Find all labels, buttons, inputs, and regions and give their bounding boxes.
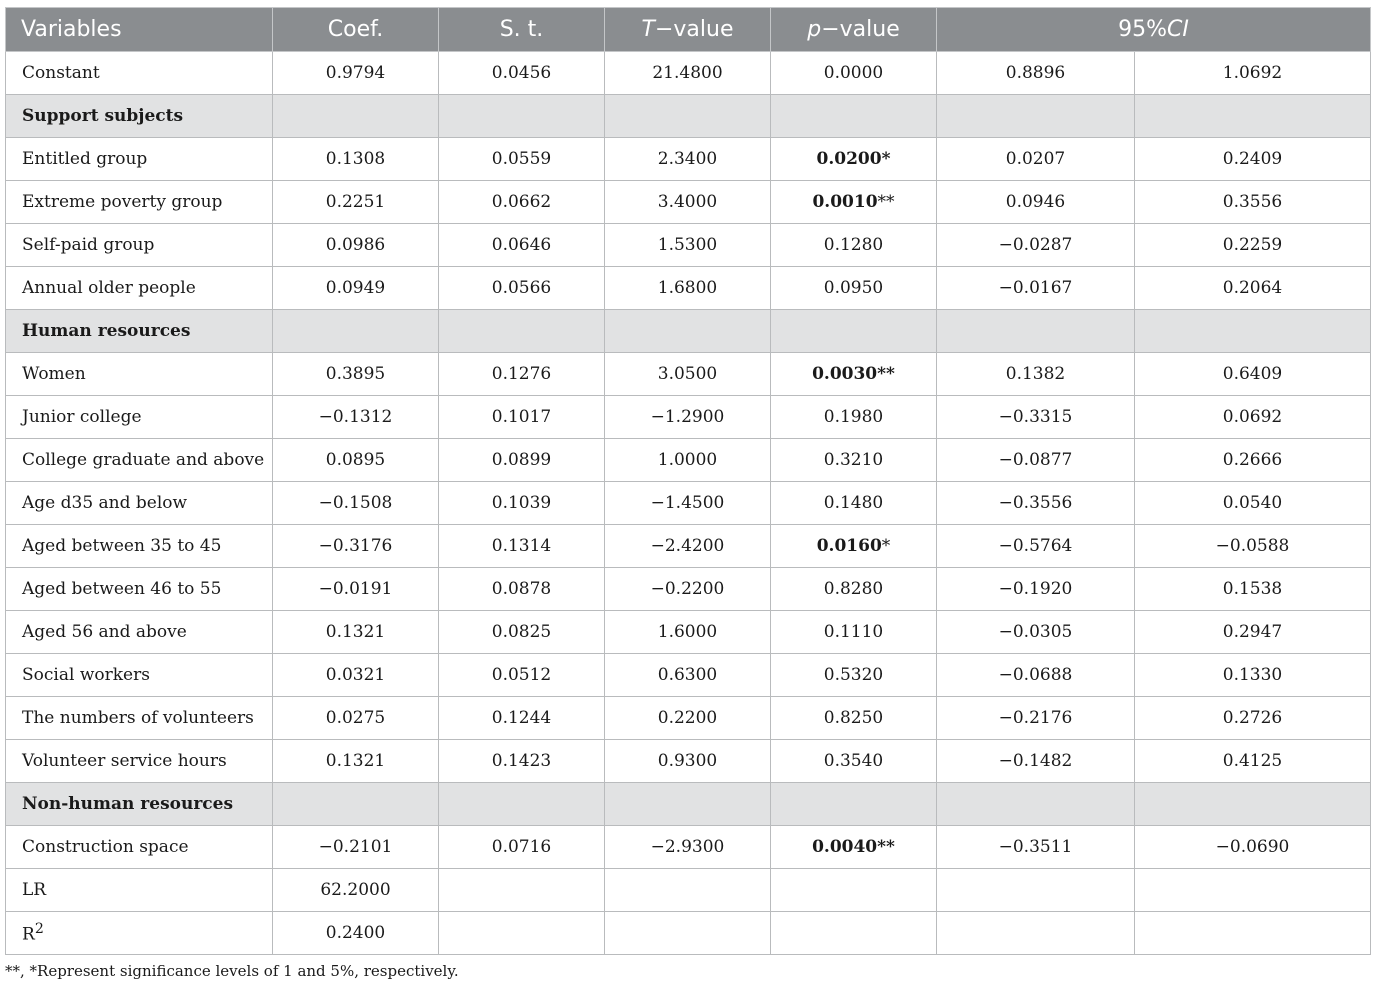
header-variables: Variables [6,8,273,52]
ci-upper-cell: −0.0690 [1135,826,1371,869]
ci-upper-cell: 0.0692 [1135,396,1371,439]
header-ci [937,8,1371,52]
p-value-text: 0.8250 [823,708,884,728]
t-value-cell: 0.9300 [605,740,771,783]
p-value-cell [771,654,937,697]
table-row [6,869,1371,912]
p-value-cell [771,439,937,482]
t-value-cell: 1.0000 [605,439,771,482]
t-value-cell [605,869,771,912]
variable-label [6,697,273,740]
variable-label-text: LR [22,880,47,900]
t-value-cell: −1.4500 [605,482,771,525]
st-cell [439,912,605,955]
ci-upper-cell: 0.2666 [1135,439,1371,482]
variable-label-text: Self-paid group [22,235,155,255]
p-value-text: 0.0010 [812,192,878,212]
p-value-cell [771,568,937,611]
p-value-cell [771,181,937,224]
table-row [6,52,1371,95]
st-cell: 0.1314 [439,525,605,568]
empty-cell [771,783,937,826]
empty-cell [273,95,439,138]
variable-label-text: Entitled group [22,149,148,169]
ci-upper-cell [1135,869,1371,912]
t-value-cell: 1.6800 [605,267,771,310]
coef-cell: 62.2000 [273,869,439,912]
variable-label [6,654,273,697]
ci-lower-cell: −0.3315 [937,396,1135,439]
empty-cell [439,95,605,138]
coef-cell: −0.1312 [273,396,439,439]
coef-cell: −0.0191 [273,568,439,611]
variable-label [6,138,273,181]
ci-lower-cell: −0.0167 [937,267,1135,310]
footnote: **, *Represent significance levels of 1 and 5%, respectively. [5,962,459,980]
st-cell: 0.1276 [439,353,605,396]
table-row [6,740,1371,783]
significance-stars: * [881,536,891,556]
p-value-cell [771,826,937,869]
ci-upper-cell: 0.2947 [1135,611,1371,654]
table-row [6,353,1371,396]
p-value-cell [771,697,937,740]
variable-label [6,353,273,396]
table-row [6,181,1371,224]
st-cell: 0.1017 [439,396,605,439]
ci-upper-cell: 0.1538 [1135,568,1371,611]
header-t-value [605,8,771,52]
table-body [6,52,1371,955]
table-row [6,267,1371,310]
variable-label [6,396,273,439]
ci-upper-cell: −0.0588 [1135,525,1371,568]
ci-upper-cell: 0.2259 [1135,224,1371,267]
variable-label-text: Women [22,364,86,384]
p-value-text: 0.0030 [812,364,878,384]
ci-upper-cell: 1.0692 [1135,52,1371,95]
significance-stars: ** [877,192,895,212]
coef-cell: −0.1508 [273,482,439,525]
section-label: Human resources [6,310,273,353]
empty-cell [273,310,439,353]
header-p-rest: −value [821,17,900,42]
ci-upper-cell: 0.0540 [1135,482,1371,525]
p-value-text: 0.0950 [823,278,884,298]
table-row [6,568,1371,611]
coef-cell: −0.3176 [273,525,439,568]
variable-label-text: Aged between 46 to 55 [22,579,222,599]
t-value-cell: 0.6300 [605,654,771,697]
p-value-cell [771,611,937,654]
st-cell: 0.0899 [439,439,605,482]
header-ci-italic: CI [1167,17,1189,42]
st-cell: 0.1423 [439,740,605,783]
coef-cell: 0.0949 [273,267,439,310]
ci-lower-cell [937,912,1135,955]
variable-label-text: Extreme poverty group [22,192,223,212]
table-row [6,224,1371,267]
ci-lower-cell: −0.0305 [937,611,1135,654]
variable-label-text: Volunteer service hours [22,751,227,771]
table-row [6,912,1371,955]
header-t-rest: −value [654,17,734,42]
p-value-cell [771,482,937,525]
coef-cell: 0.9794 [273,52,439,95]
t-value-cell: −2.9300 [605,826,771,869]
empty-cell [273,783,439,826]
st-cell: 0.0646 [439,224,605,267]
p-value-text: 0.8280 [823,579,884,599]
st-cell: 0.0716 [439,826,605,869]
p-value-text: 0.0200 [816,149,882,169]
empty-cell [1135,310,1371,353]
empty-cell [937,310,1135,353]
p-value-cell [771,396,937,439]
empty-cell [771,95,937,138]
ci-upper-cell: 0.6409 [1135,353,1371,396]
section-row [6,95,1371,138]
variable-label [6,482,273,525]
st-cell: 0.0456 [439,52,605,95]
ci-lower-cell: 0.0946 [937,181,1135,224]
p-value-cell [771,138,937,181]
t-value-cell: 3.0500 [605,353,771,396]
variable-label-text: Aged between 35 to 45 [22,536,222,556]
p-value-cell [771,267,937,310]
ci-lower-cell: −0.0287 [937,224,1135,267]
header-coef: Coef. [273,8,439,52]
empty-cell [937,783,1135,826]
variable-label [6,52,273,95]
coef-cell: 0.1321 [273,740,439,783]
coef-cell: 0.0275 [273,697,439,740]
p-value-text: 0.1280 [823,235,884,255]
table-row [6,697,1371,740]
ci-lower-cell: −0.5764 [937,525,1135,568]
ci-upper-cell: 0.2409 [1135,138,1371,181]
section-label: Support subjects [6,95,273,138]
variable-label-text: Construction space [22,837,189,857]
significance-stars: ** [877,364,895,384]
variable-label-text: Constant [22,63,100,83]
ci-upper-cell: 0.1330 [1135,654,1371,697]
variable-label-text: Aged 56 and above [22,622,187,642]
ci-lower-cell [937,869,1135,912]
coef-cell: −0.2101 [273,826,439,869]
ci-lower-cell: 0.8896 [937,52,1135,95]
ci-lower-cell: −0.0877 [937,439,1135,482]
empty-cell [605,95,771,138]
variable-label-text: Age d35 and below [22,493,188,513]
variable-label [6,611,273,654]
ci-lower-cell: −0.2176 [937,697,1135,740]
t-value-cell: 0.2200 [605,697,771,740]
header-st: S. t. [439,8,605,52]
ci-upper-cell: 0.4125 [1135,740,1371,783]
t-value-cell: −0.2200 [605,568,771,611]
table-row [6,396,1371,439]
variable-label-text: The numbers of volunteers [22,708,254,728]
ci-upper-cell: 0.2064 [1135,267,1371,310]
variable-label-superscript: 2 [34,921,44,938]
variable-label [6,224,273,267]
empty-cell [937,95,1135,138]
p-value-cell [771,740,937,783]
st-cell: 0.0878 [439,568,605,611]
regression-table [5,7,1371,955]
ci-upper-cell: 0.2726 [1135,697,1371,740]
table-row [6,826,1371,869]
ci-upper-cell: 0.3556 [1135,181,1371,224]
header-p-italic: p [807,17,822,42]
variable-label [6,525,273,568]
p-value-text: 0.0040 [812,837,878,857]
table-row [6,439,1371,482]
st-cell: 0.1039 [439,482,605,525]
p-value-text: 0.0000 [823,63,884,83]
variable-label [6,568,273,611]
variable-label [6,869,273,912]
significance-stars: * [881,149,891,169]
header-t-italic: T [641,17,655,42]
empty-cell [439,310,605,353]
variable-label [6,439,273,482]
empty-cell [1135,95,1371,138]
ci-upper-cell [1135,912,1371,955]
variable-label [6,181,273,224]
empty-cell [605,310,771,353]
variable-label-text: Annual older people [22,278,196,298]
p-value-cell [771,525,937,568]
table-row [6,138,1371,181]
significance-stars: ** [877,837,895,857]
table-header [6,8,1371,52]
coef-cell: 0.0895 [273,439,439,482]
coef-cell: 0.1321 [273,611,439,654]
empty-cell [771,310,937,353]
t-value-cell: −2.4200 [605,525,771,568]
ci-lower-cell: −0.3556 [937,482,1135,525]
p-value-cell [771,869,937,912]
p-value-text: 0.3540 [823,751,884,771]
p-value-text: 0.3210 [823,450,884,470]
p-value-text: 0.1980 [823,407,884,427]
p-value-text: 0.0160 [816,536,882,556]
p-value-text: 0.5320 [823,665,884,685]
coef-cell: 0.3895 [273,353,439,396]
st-cell: 0.0825 [439,611,605,654]
coef-cell: 0.2251 [273,181,439,224]
t-value-cell: −1.2900 [605,396,771,439]
st-cell: 0.1244 [439,697,605,740]
section-label: Non-human resources [6,783,273,826]
ci-lower-cell: −0.0688 [937,654,1135,697]
t-value-cell: 21.4800 [605,52,771,95]
ci-lower-cell: 0.1382 [937,353,1135,396]
st-cell: 0.0662 [439,181,605,224]
empty-cell [1135,783,1371,826]
variable-label-text: Social workers [22,665,150,685]
st-cell: 0.0566 [439,267,605,310]
coef-cell: 0.1308 [273,138,439,181]
variable-label [6,912,273,955]
variable-label [6,267,273,310]
coef-cell: 0.0986 [273,224,439,267]
ci-lower-cell: −0.1482 [937,740,1135,783]
header-p-value [771,8,937,52]
variable-label-text: R [22,924,35,945]
table-row [6,611,1371,654]
variable-label-text: Junior college [22,407,142,427]
table-row [6,654,1371,697]
t-value-cell: 3.4000 [605,181,771,224]
t-value-cell: 2.3400 [605,138,771,181]
p-value-cell [771,224,937,267]
st-cell [439,869,605,912]
p-value-cell [771,353,937,396]
ci-lower-cell: −0.3511 [937,826,1135,869]
p-value-cell [771,912,937,955]
ci-lower-cell: 0.0207 [937,138,1135,181]
t-value-cell [605,912,771,955]
p-value-text: 0.1480 [823,493,884,513]
coef-cell: 0.0321 [273,654,439,697]
section-row [6,783,1371,826]
coef-cell: 0.2400 [273,912,439,955]
p-value-text: 0.1110 [823,622,884,642]
section-row [6,310,1371,353]
t-value-cell: 1.5300 [605,224,771,267]
empty-cell [605,783,771,826]
st-cell: 0.0559 [439,138,605,181]
p-value-cell [771,52,937,95]
variable-label-text: College graduate and above [22,450,265,470]
empty-cell [439,783,605,826]
table-row [6,482,1371,525]
table-row [6,525,1371,568]
variable-label [6,740,273,783]
t-value-cell: 1.6000 [605,611,771,654]
ci-lower-cell: −0.1920 [937,568,1135,611]
variable-label [6,826,273,869]
header-ci-pre: 95% [1118,17,1168,42]
st-cell: 0.0512 [439,654,605,697]
